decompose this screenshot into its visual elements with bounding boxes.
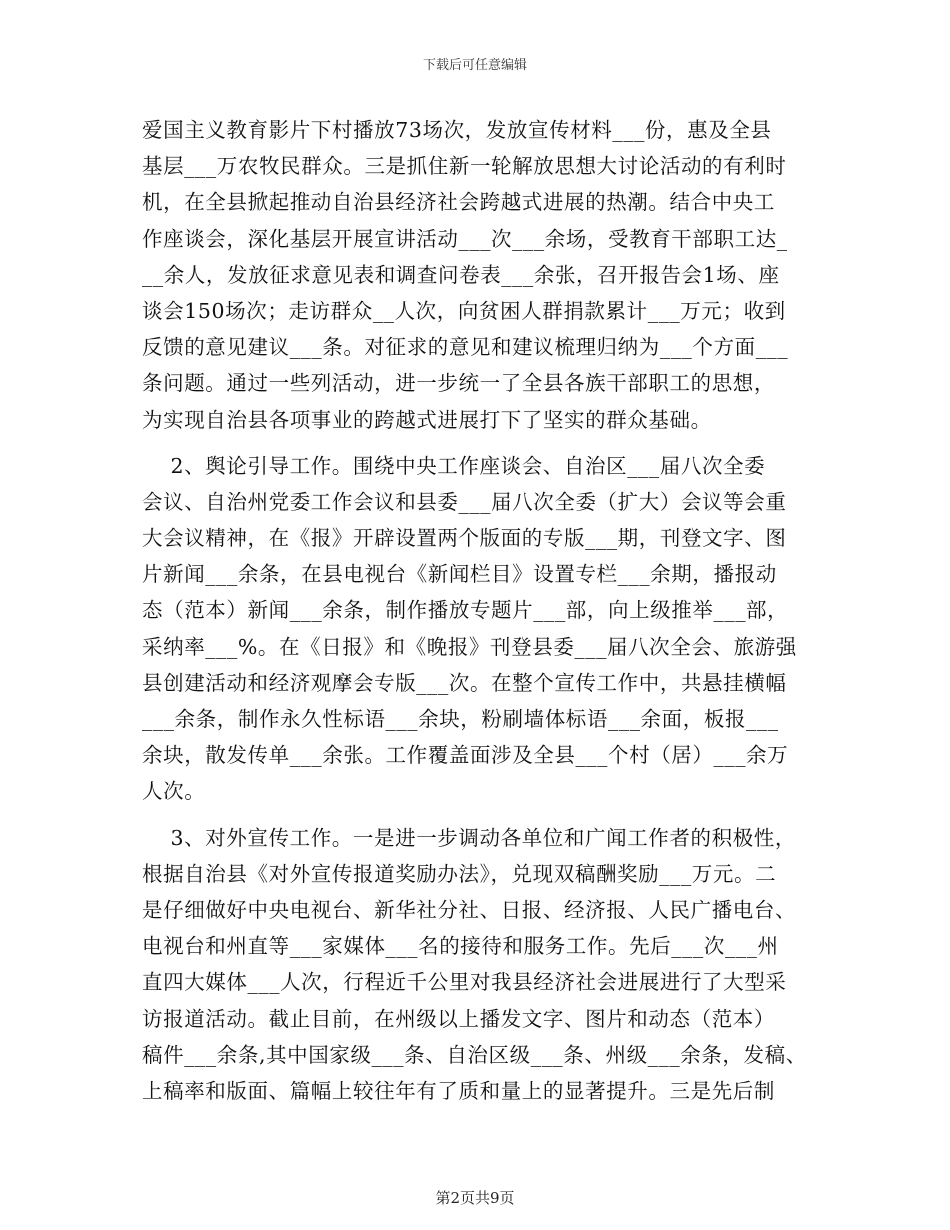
text-line: 作座谈会，深化基层开展宣讲活动___次___余场，受教育干部职工达_: [142, 226, 788, 251]
text-line: 是仔细做好中央电视台、新华社分社、日报、经济报、人民广播电台、: [142, 897, 797, 922]
page-number: 第2页共9页: [435, 1189, 515, 1207]
text-line: ___余条，制作永久性标语___余块，粉刷墙体标语___余面，板报___: [142, 707, 779, 731]
text-line: 人次。: [142, 779, 206, 804]
text-line: 会议、自治州党委工作会议和县委___届八次全委（扩大）会议等会重: [142, 489, 787, 514]
text-line: 态（范本）新闻___余条，制作播放专题片___部，向上级推举___部，: [142, 598, 789, 623]
text-line: 电视台和州直等___家媒体___名的接待和服务工作。先后___次___州: [142, 934, 779, 959]
text-line: 直四大媒体___人次，行程近千公里对我县经济社会进展进行了大型采: [142, 970, 787, 995]
text-line: 爱国主义教育影片下村播放73场次，发放宣传材料___份，惠及全县: [142, 118, 772, 142]
text-line: 条问题。通过一些列活动，进一步统一了全县各族干部职工的思想，: [142, 371, 775, 396]
text-line: 机，在全县掀起推动自治县经济社会跨越式进展的热潮。结合中央工: [142, 190, 775, 215]
text-line: 余块，散发传单___余张。工作覆盖面涉及全县___个村（居）___余万: [142, 743, 789, 768]
text-line: 上稿率和版面、篇幅上较往年有了质和量上的显著提升。三是先后制: [142, 1078, 775, 1103]
text-line: __余人，发放征求意见表和调查问卷表___余张，召开报告会1场、座: [142, 262, 780, 287]
paragraph-1: [142, 112, 810, 438]
text-line: 采纳率___%。在《日报》和《晚报》刊登县委___届八次全会、旅游强: [142, 634, 797, 659]
text-line: 2、舆论引导工作。围绕中央工作座谈会、自治区___届八次全委: [142, 453, 766, 478]
text-line: 为实现自治县各项事业的跨越式进展打下了坚实的群众基础。: [142, 407, 712, 432]
text-line: 反馈的意见建议___条。对征求的意见和建议梳理归纳为___个方面___: [142, 335, 789, 360]
paragraph-3: [142, 820, 810, 1110]
paragraph-gap: [142, 810, 810, 820]
text-line: 基层___万农牧民群众。三是抓住新一轮解放思想大讨论活动的有利时: [142, 154, 787, 179]
text-line: 3、对外宣传工作。一是进一步调动各单位和广闻工作者的积极性，: [142, 825, 797, 850]
text-line: 稿件___余条,其中国家级___条、自治区级___条、州级___余条，发稿、: [142, 1042, 807, 1067]
text-line: 大会议精神，在《报》开辟设置两个版面的专版___期，刊登文字、图: [142, 526, 787, 551]
text-line: 片新闻___余条，在县电视台《新闻栏目》设置专栏___余期，播报动: [142, 562, 777, 587]
text-line: 谈会150场次；走访群众__人次，向贫困人群捐款累计___万元；收到: [142, 298, 786, 323]
text-line: 县创建活动和经济观摩会专版___次。在整个宣传工作中，共悬挂横幅: [142, 670, 787, 695]
paragraph-2: [142, 448, 810, 810]
text-line: 根据自治县《对外宣传报道奖励办法》，兑现双稿酬奖励___万元。二: [142, 861, 777, 886]
text-line: 访报道活动。截止目前，在州级以上播发文字、图片和动态（范本）: [142, 1006, 775, 1031]
page-header-note: 下载后可任意编辑: [422, 58, 527, 73]
document-body: [142, 112, 810, 1109]
paragraph-gap: [142, 438, 810, 448]
